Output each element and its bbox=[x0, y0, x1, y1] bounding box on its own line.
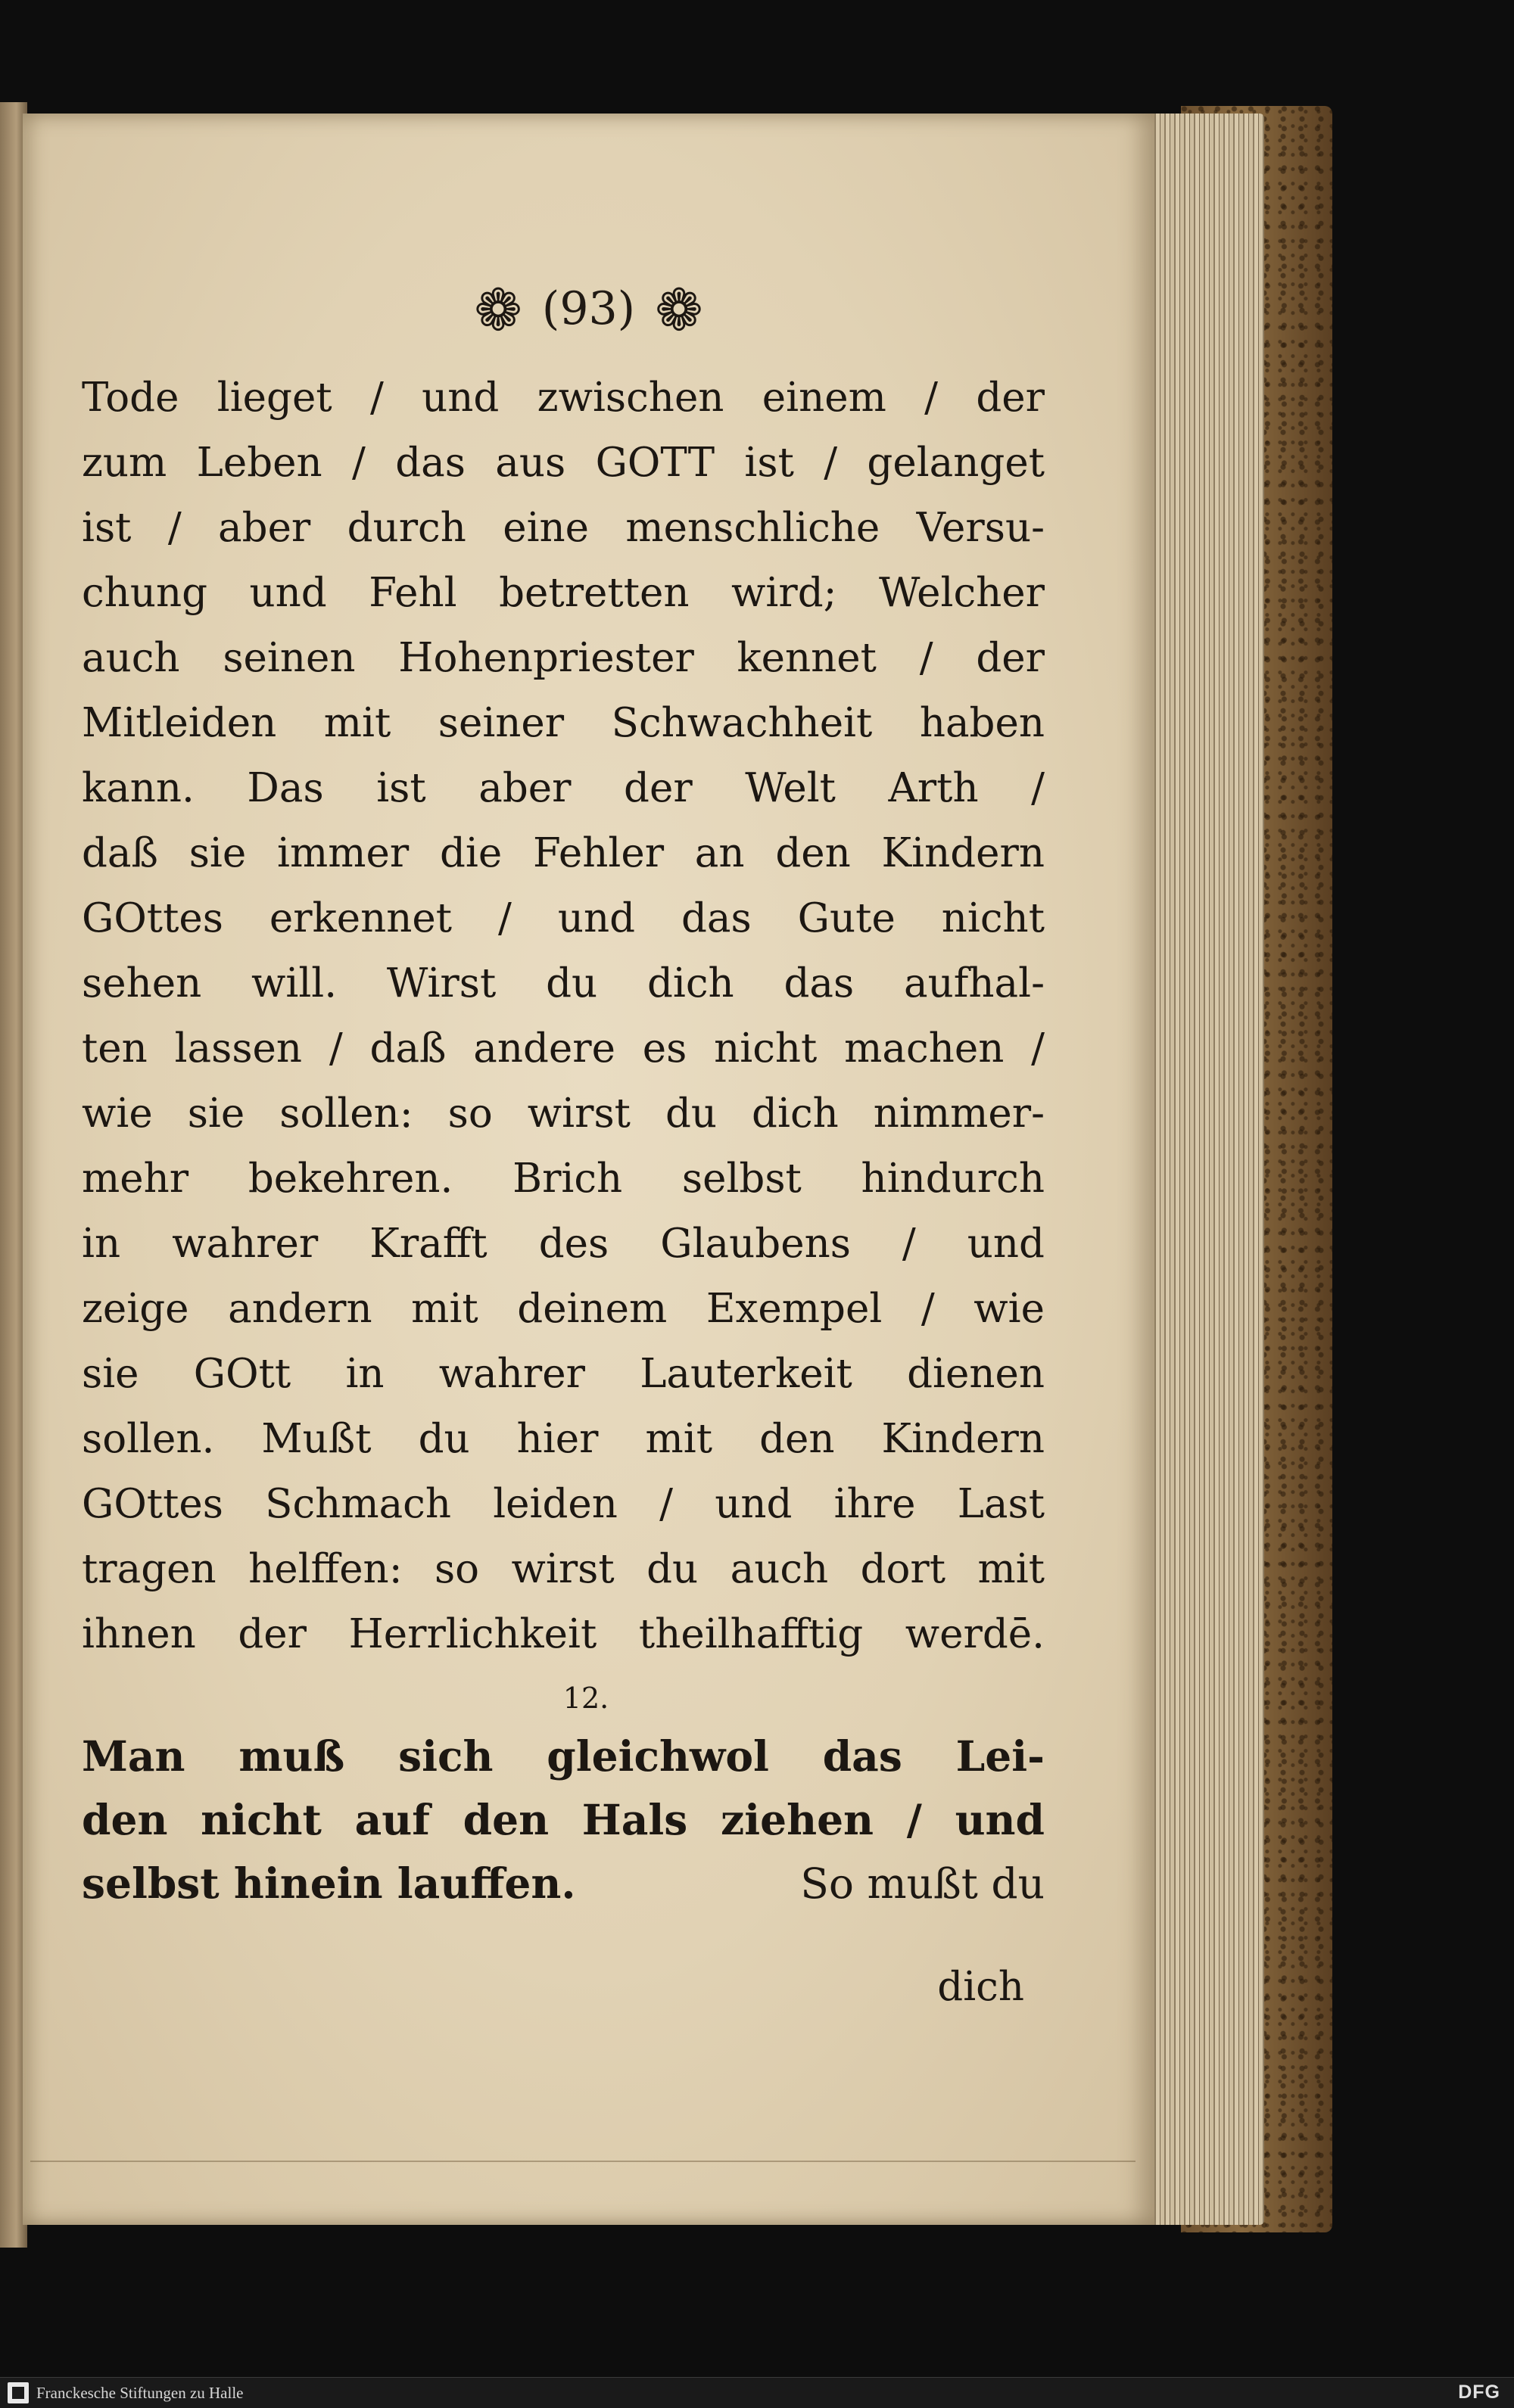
heading-tail: So mußt du bbox=[800, 1859, 1045, 1908]
flower-ornament-icon: ❁ bbox=[474, 276, 522, 344]
text-line: in wahrer Krafft des Glaubens / und bbox=[82, 1221, 1045, 1267]
institution-name: Franckesche Stiftungen zu Halle bbox=[36, 2384, 244, 2402]
heading-line: Man muß sich gleichwol das Lei- bbox=[82, 1731, 1045, 1781]
page-number: (93) bbox=[541, 282, 636, 335]
text-line: sehen will. Wirst du dich das aufhal- bbox=[82, 960, 1045, 1006]
text-line: ten lassen / daß andere es nicht machen / bbox=[82, 1025, 1045, 1072]
institution-logo-icon bbox=[8, 2382, 29, 2403]
text-line: GOttes Schmach leiden / und ihre Last bbox=[82, 1481, 1045, 1527]
page-fold-line bbox=[30, 2161, 1136, 2162]
text-line: auch seinen Hohenpriester kennet / der bbox=[82, 635, 1045, 681]
text-line: ist / aber durch eine menschliche Versu- bbox=[82, 505, 1045, 551]
section-number: 12. bbox=[562, 1682, 609, 1715]
text-line: mehr bekehren. Brich selbst hindurch bbox=[82, 1156, 1045, 1202]
text-line: zum Leben / das aus GOTT ist / gelanget bbox=[82, 440, 1045, 486]
footer-bar bbox=[0, 2377, 1514, 2408]
text-line: daß sie immer die Fehler an den Kindern bbox=[82, 830, 1045, 876]
page-header bbox=[23, 276, 1154, 344]
book-page bbox=[23, 114, 1154, 2225]
flower-ornament-icon: ❁ bbox=[655, 276, 703, 344]
text-line: zeige andern mit deinem Exempel / wie bbox=[82, 1286, 1045, 1332]
text-line: ihnen der Herrlichkeit theilhafftig werdē. bbox=[82, 1611, 1045, 1657]
body-text bbox=[82, 366, 1045, 1915]
text-line: kann. Das ist aber der Welt Arth / bbox=[82, 765, 1045, 811]
catchword: dich bbox=[937, 1964, 1024, 2010]
text-line: GOttes erkennet / und das Gute nicht bbox=[82, 895, 1045, 941]
text-line: Tode lieget / und zwischen einem / der bbox=[82, 375, 1045, 421]
text-line: sie GOtt in wahrer Lauterkeit dienen bbox=[82, 1351, 1045, 1397]
heading-line: den nicht auf den Hals ziehen / und bbox=[82, 1795, 1045, 1844]
page-edges bbox=[1151, 114, 1264, 2225]
text-line: Mitleiden mit seiner Schwachheit haben bbox=[82, 700, 1045, 746]
text-line: wie sie sollen: so wirst du dich nimmer- bbox=[82, 1090, 1045, 1137]
heading-line-text: selbst hinein lauffen. bbox=[82, 1859, 576, 1908]
dfg-logo: DFG bbox=[1458, 2382, 1500, 2403]
text-line: chung und Fehl betretten wird; Welcher bbox=[82, 570, 1045, 616]
text-line: tragen helffen: so wirst du auch dort mit bbox=[82, 1546, 1045, 1592]
text-line: sollen. Mußt du hier mit den Kindern bbox=[82, 1416, 1045, 1462]
heading-line-final bbox=[82, 1852, 1045, 1915]
